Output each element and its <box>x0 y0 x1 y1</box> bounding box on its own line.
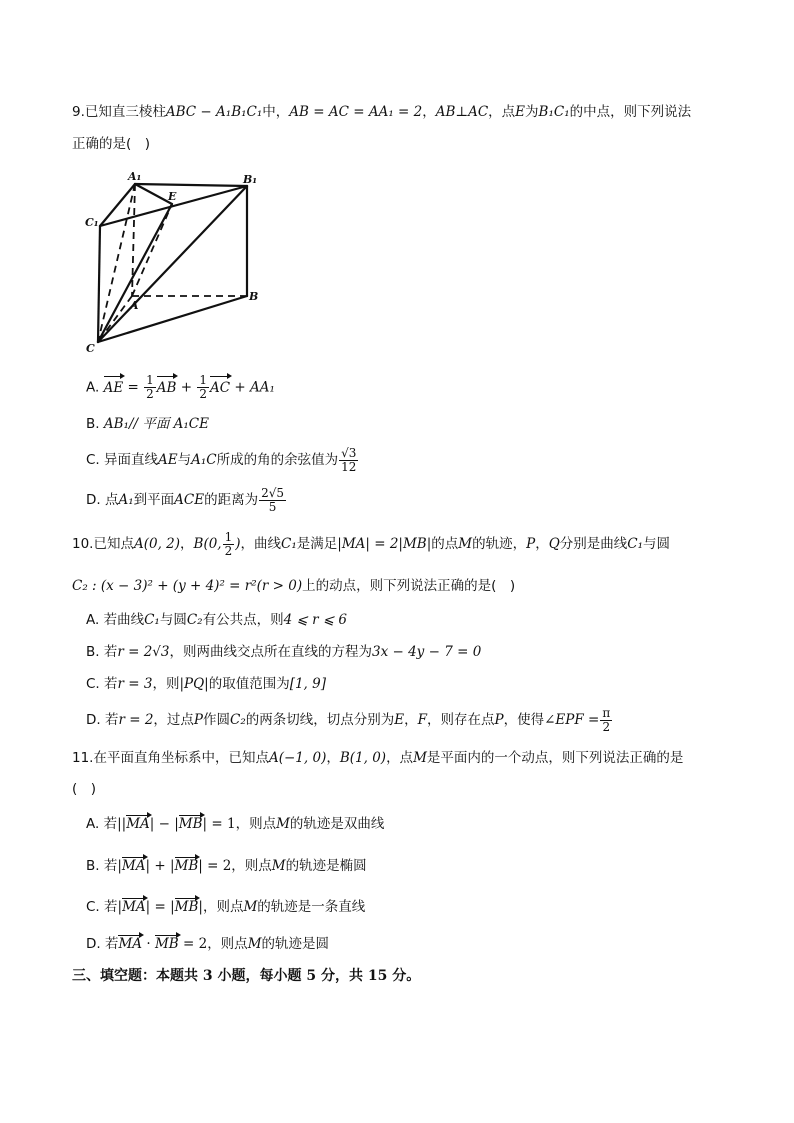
q10-option-a: A. 若曲线C₁与圆C₂有公共点，则4 ⩽ r ⩽ 6 <box>86 612 348 628</box>
edge-a1b1 <box>135 184 247 186</box>
q10-stem-line1: 10.已知点A(0, 2)，B(0, $\frac{1}{2}$ )，曲线C₁是满足|MA| = 2|MB|的点M的轨迹，P，Q分别是曲线C₁与圆 <box>72 529 671 558</box>
label-b: B <box>249 290 259 303</box>
q9-option-a: A. AE = $\frac{1}{2}$ AB + $\frac{1}{2}$ AC + AA₁ <box>86 373 275 401</box>
q10-option-b: B. 若r = 2√3，则两曲线交点所在直线的方程为3x − 4y − 7 = 0 <box>86 644 482 660</box>
q9-option-d: D. 点A₁到平面ACE的距离为 $\frac{2√5}{5}$ <box>86 485 285 514</box>
q10-stem-line2: C₂ : (x − 3)² + (y + 4)² = r²(r > 0)上的动点，则下列说法正确的是( ) <box>72 578 516 594</box>
label-b1: B₁ <box>243 173 258 186</box>
edge-ce <box>98 204 172 342</box>
q10-option-d: D. 若r = 2，过点P作圆C₂的两条切线，切点分别为E，F，则存在点P，使得∠EPF = $\frac{\pi}{2}$ <box>86 705 611 734</box>
edge-a1c1 <box>100 184 135 226</box>
edge-ae-hidden <box>132 204 172 296</box>
label-a1: A₁ <box>128 170 142 183</box>
q9-stem-line1: 9.已知直三棱柱ABC − A₁B₁C₁中，AB = AC = AA₁ = 2，AB⊥AC，点E为B₁C₁的中点，则下列说法 <box>72 104 692 120</box>
q10-option-c: C. 若r = 3，则|PQ|的取值范围为[1, 9] <box>86 676 326 692</box>
label-c1: C₁ <box>85 216 99 229</box>
label-e: E <box>168 190 177 203</box>
section-3-heading: 三、填空题：本题共 3 小题，每小题 5 分，共 15 分。 <box>72 968 421 984</box>
edge-a1e <box>135 184 172 204</box>
label-c: C <box>86 342 95 353</box>
q9-stem-line2: 正确的是( ) <box>72 136 151 152</box>
q11-option-d: D. 若MA · MB = 2，则点M的轨迹是圆 <box>86 936 330 952</box>
q9-option-b: B. AB₁// 平面 A₁CE <box>86 416 209 432</box>
q11-option-b: B. 若|MA| + |MB| = 2，则点M的轨迹是椭圆 <box>86 858 367 874</box>
q11-option-a: A. 若||MA| − |MB| = 1，则点M的轨迹是双曲线 <box>86 816 385 832</box>
q11-stem-line2: ( ) <box>72 781 97 797</box>
label-a: A <box>130 299 139 312</box>
prism-figure <box>80 168 270 353</box>
edge-c1c <box>98 226 100 342</box>
q9-option-c: C. 异面直线AE与A₁C所成的角的余弦值为 $\frac{√3}{12}$ <box>86 445 357 474</box>
q11-stem-line1: 11.在平面直角坐标系中，已知点A(−1, 0)，B(1, 0)，点M是平面内的一个动点，则下列说法正确的是 <box>72 750 684 766</box>
q11-option-c: C. 若|MA| = |MB|，则点M的轨迹是一条直线 <box>86 899 366 915</box>
